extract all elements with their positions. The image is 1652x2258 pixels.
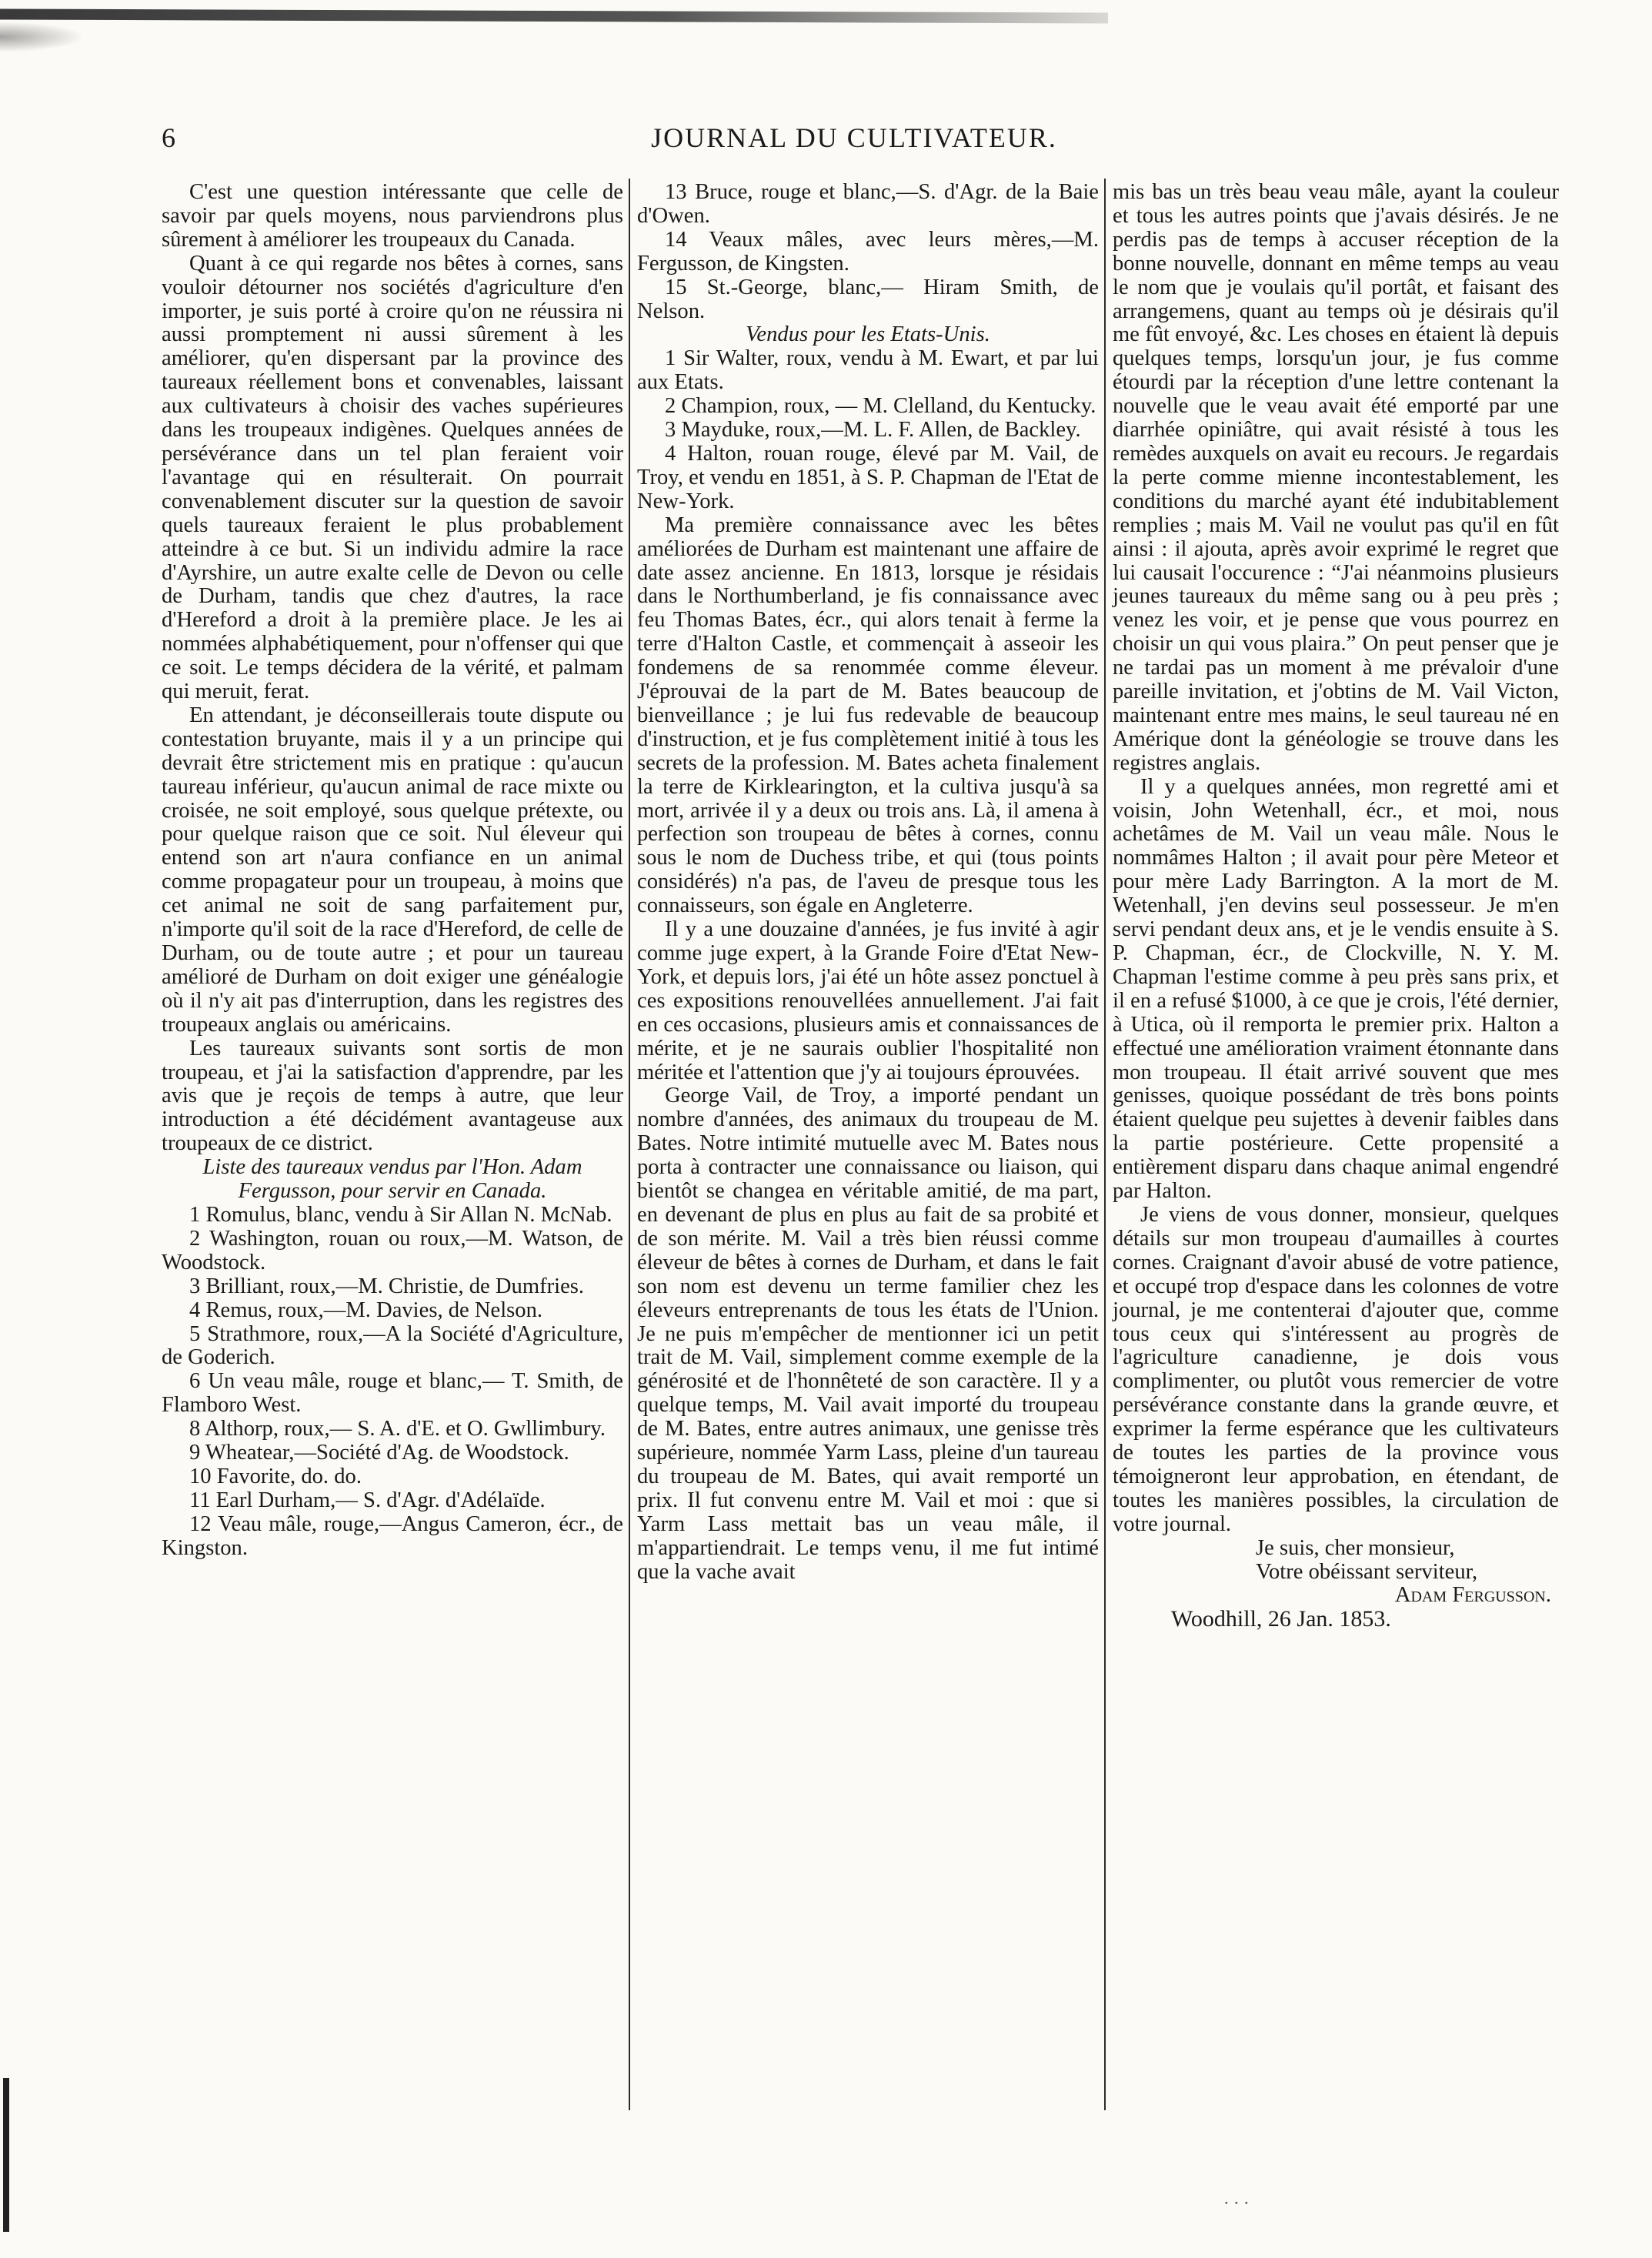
- scan-specks: ⋅ ⋅ ⋅: [1223, 2193, 1250, 2213]
- list-item: 1 Romulus, blanc, vendu à Sir Allan N. McNab.: [189, 1202, 612, 1227]
- paragraph: En attendant, je déconseillerais toute dispute ou contestation bruyante, mais il y a un principe qui devrait être strictement mis en pratique : qu'aucun taureau inférieur, qu'aucun animal de race mixte ou croisée, ne soit employé, sous quelque prétexte, ou pour quelque raison que ce soit. Nul éleveur qui entend son art n'aura confiance en un animal comme propagateur pour un troupeau, à moins que cet animal ne soit de sang parfaitement pur, n'importe qu'il soit de la race d'Hereford, de celle de Durham, ou de toute autre ; et pour un taureau amélioré de Durham on doit exiger une généalogie où il n'y ait pas d'interruption, dans les registres des troupeaux anglais ou américains.: [162, 703, 623, 1037]
- list-item: 3 Brilliant, roux,—M. Christie, de Dumfries.: [189, 1274, 585, 1298]
- column-3: [1113, 181, 1559, 2105]
- list-heading-us: Vendus pour les Etats-Unis.: [746, 322, 990, 347]
- list-item: 12 Veau mâle, rouge,—Angus Cameron, écr., de Kingston.: [162, 1511, 623, 1560]
- list-item: 8 Althorp, roux,— S. A. d'E. et O. Gwllimbury.: [189, 1417, 606, 1441]
- scan-edge-mark: [3, 2078, 9, 2232]
- closing-line: Votre obéissant serviteur,: [1256, 1559, 1478, 1584]
- list-item: 15 St.-George, blanc,— Hiram Smith, de Nelson.: [637, 275, 1099, 323]
- running-title: JOURNAL DU CULTIVATEUR.: [651, 122, 1057, 153]
- paragraph: C'est une question intéressante que celle de savoir par quels moyens, nous parviendrons plus sûrement à améliorer les troupeaux du Canada.: [162, 180, 623, 252]
- paragraph: Les taureaux suivants sont sortis de mon troupeau, et j'ai la satisfaction d'apprendre, par les avis que je reçois de temps à autre, que leur introduction a été décidément avantageuse aux troupeaux de ce district.: [162, 1036, 623, 1156]
- list-item: 11 Earl Durham,— S. d'Agr. d'Adélaïde.: [189, 1488, 546, 1512]
- closing-line: Je suis, cher monsieur,: [1256, 1535, 1455, 1560]
- paragraph: Quant à ce qui regarde nos bêtes à cornes, sans vouloir détourner nos sociétés d'agriculture d'en importer, je suis porté à croire qu'on ne réussira ni aussi promptement ni aussi sûrement à les améliorer, qu'en dispersant par la province des taureaux réellement bons et convenables, laissant aux cultivateurs à choisir des vaches supérieures dans les troupeaux indigènes. Quelques années de persévérance dans un tel plan feraient voir l'avantage qui en résulterait. On pourrait convenablement discuter sur la question de savoir quels taureaux feraient le plus probablement atteindre à ce but. Si un individu admire la race d'Ayrshire, un autre exalte celle de Devon ou celle de Durham, tandis que chez d'autres, la race d'Hereford a droit à la première place. Je les ai nommées alphabétiquement, pour n'offenser qui que ce soit. Le temps décidera de la vérité, et palmam qui meruit, ferat.: [162, 251, 623, 704]
- paragraph: Je viens de vous donner, monsieur, quelques détails sur mon troupeau d'aumailles à courtes cornes. Craignant d'avoir abusé de votre patience, et occupé trop d'espace dans les colonnes de votre journal, je me contenterai d'ajouter que, comme tous ceux qui s'intéressent au progrès de l'agriculture canadienne, je dois vous complimenter, ou plutôt vous remercier de votre persévérance constante dans la grande œuvre, et exprimer la ferme espérance que les cultivateurs de toutes les parties de la province vous témoigneront leur approbation, en étendant, de toutes les manières possibles, la circulation de votre journal.: [1113, 1202, 1559, 1536]
- list-item: 4 Halton, rouan rouge, élevé par M. Vail, de Troy, et vendu en 1851, à S. P. Chapman de l'Etat de New-York.: [637, 441, 1099, 513]
- paragraph: George Vail, de Troy, a importé pendant un nombre d'années, des animaux du troupeau de M. Bates. Notre intimité mutuelle avec M. Bates nous porta à contracter une connaissance ou liaison, qui bientôt se changea en véritable amitié, de ma part, en devenant de plus en plus au fait de sa probité et de son mérite. M. Vail a très bien réussi comme éleveur de bêtes à cornes de Durham, et dans le fait son nom est devenu un terme familier chez les éleveurs entreprenants de tous les états de l'Union. Je ne puis m'empêcher de mentionner ici un petit trait de M. Vail, simplement comme exemple de la générosité et de l'honnêteté de son caractère. Il y a quelque temps, M. Vail avait importé du troupeau de M. Bates, entre autres animaux, une genisse très supérieure, nommée Yarm Lass, pleine d'un taureau du troupeau de M. Bates, qui avait remporté un prix. Il fut convenu entre M. Vail et moi : que si Yarm Lass mettait bas un veau mâle, il m'appartiendrait. Le temps venu, il me fut intimé que la vache avait: [637, 1084, 1099, 1584]
- scan-smudge: [0, 22, 85, 52]
- signature: Adam Fergusson.: [1394, 1583, 1551, 1608]
- list-item: 1 Sir Walter, roux, vendu à M. Ewart, et par lui aux Etats.: [637, 346, 1099, 395]
- list-item: 10 Favorite, do. do.: [189, 1464, 362, 1488]
- letter-closing: [1113, 1537, 1559, 1608]
- list-item: 4 Remus, roux,—M. Davies, de Nelson.: [189, 1298, 543, 1322]
- list-heading: Liste des taureaux vendus par l'Hon. Adam Fergusson, pour servir en Canada.: [202, 1155, 582, 1204]
- paragraph: mis bas un très beau veau mâle, ayant la couleur et tous les autres points que j'avais désirés. Je ne perdis pas de temps à accuser réception de la bonne nouvelle, donnant en même temps au veau le nom que je voulais qu'il portât, et faisant des arrangemens, quant au temps où je désirais qu'il me fût envoyé, &c. Les choses en étaient là depuis quelques temps, lorsqu'un jour, je fus comme étourdi par la réception d'une lettre contenant la nouvelle que le veau avait été emporté par une diarrhée opiniâtre, qui avait résisté à tous les remèdes auxquels on avait eu recours. Je regardais la perte comme mienne incontestablement, les conditions du marché ayant été indubitablement remplies ; mais M. Vail ne voulut pas qu'il en fût ainsi : il ajouta, après avoir exprimé le regret que lui causait l'occurence : “J'ai néanmoins plusieurs jeunes taureaux du même sang ou à peu près ; venez les voir, et je pense que vous pourrez en choisir un qui vous plaira.” On peut penser que je ne tardai pas un moment à me prévaloir d'une pareille invitation, et j'obtins de M. Vail Victon, maintenant entre mes mains, le seul taureau né en Amérique dont la généologie se trouve dans les registres anglais.: [1113, 180, 1559, 775]
- list-item: 5 Strathmore, roux,—A la Société d'Agriculture, de Goderich.: [162, 1321, 623, 1370]
- column-1: [162, 181, 623, 2105]
- list-item: 14 Veaux mâles, avec leurs mères,—M. Fergusson, de Kingsten.: [637, 227, 1099, 276]
- paragraph: Il y a quelques années, mon regretté ami et voisin, John Wetenhall, écr., et moi, nous achetâmes de M. Vail un veau mâle. Nous le nommâmes Halton ; il avait pour père Meteor et pour mère Lady Barrington. A la mort de M. Wetenhall, j'en devins seul possesseur. Je m'en servi pendant deux ans, et je le vendis ensuite à S. P. Chapman, écr., de Clockville, N. Y. M. Chapman l'estime comme à peu près sans prix, et il en a refusé $1000, à ce que je crois, l'été dernier, à Utica, où il remporta le premier prix. Halton a effectué une amélioration vraiment étonnante dans mon troupeau. Il était arrivé souvent que mes genisses, quoique possédant de très bons points étaient quelque peu sujettes à devenir faibles dans la partie postérieure. Cette propensité a entièrement disparu dans chaque animal engendré par Halton.: [1113, 774, 1559, 1204]
- list-item: 9 Wheatear,—Société d'Ag. de Woodstock.: [189, 1441, 569, 1465]
- list-item: 6 Un veau mâle, rouge et blanc,— T. Smith, de Flamboro West.: [162, 1369, 623, 1418]
- list-item: 13 Bruce, rouge et blanc,—S. d'Agr. de la Baie d'Owen.: [637, 180, 1099, 228]
- page-number: 6: [162, 122, 175, 153]
- page-header: [162, 122, 1547, 168]
- paragraph: Ma première connaissance avec les bêtes améliorées de Durham est maintenant une affaire de date assez ancienne. En 1813, lorsque je résidais dans le Northumberland, je fis connaissance avec feu Thomas Bates, écr., qui alors tenait à ferme la terre d'Halton Castle, et commençait à asseoir les fondemens de sa renommée comme éleveur. J'éprouvai de la part de M. Bates beaucoup de bienveillance ; je lui fus redevable de beaucoup d'instruction, et je fus complètement initié à tous les secrets de la profession. M. Bates acheta finalement la terre de Kirklearington, et la cultiva jusqu'à sa mort, arrivée il y a deux ou trois ans. Là, il amena à perfection son troupeau de bêtes à cornes, connu sous le nom de Duchess tribe, et qui (tous points considérés) n'a pas, de l'aveu de presque tous les connaisseurs, son égale en Angleterre.: [637, 513, 1099, 918]
- column-2: [637, 181, 1099, 2105]
- dateline: Woodhill, 26 Jan. 1853.: [1171, 1606, 1391, 1632]
- list-item: 2 Washington, rouan ou roux,—M. Watson, de Woodstock.: [162, 1226, 623, 1274]
- list-item: 3 Mayduke, roux,—M. L. F. Allen, de Backley.: [665, 418, 1081, 443]
- list-item: 2 Champion, roux, — M. Clelland, du Kentucky.: [665, 394, 1096, 419]
- paragraph: Il y a une douzaine d'années, je fus invité à agir comme juge expert, à la Grande Foire d'Etat New-York, et depuis lors, j'ai été un hôte assez ponctuel à ces expositions renouvellées annuellement. J'ai fait en ces occasions, plusieurs amis et connaissances de mérite, et je ne saurais oublier l'hospitalité non méritée et l'attention que j'y ai toujours éprouvées.: [637, 917, 1099, 1084]
- column-divider: [1104, 179, 1106, 2110]
- print-rule: [0, 8, 1108, 23]
- column-divider: [629, 179, 630, 2110]
